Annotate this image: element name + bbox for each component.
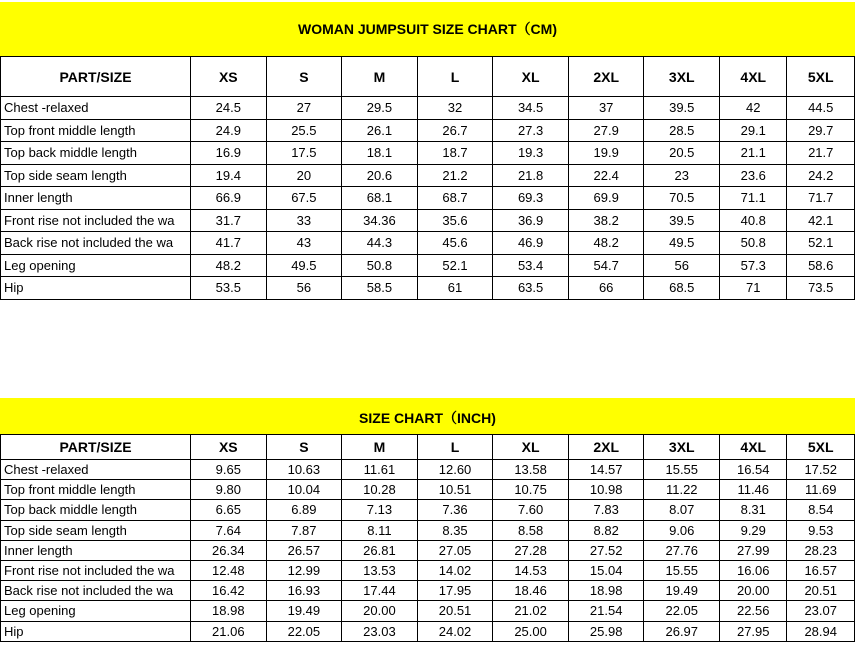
inch-size-table <box>0 434 855 642</box>
table-cell: 57.3 <box>720 254 787 277</box>
table-cell: 16.57 <box>787 560 855 580</box>
table-cell: 27.95 <box>720 621 787 641</box>
table-cell: 17.52 <box>787 460 855 480</box>
table-cell: 22.4 <box>568 164 644 187</box>
table-cell: 18.46 <box>493 581 569 601</box>
table-cell: 7.13 <box>342 500 418 520</box>
table-cell: 41.7 <box>191 232 267 255</box>
table-row <box>1 277 855 300</box>
table-cell: 31.7 <box>191 209 267 232</box>
table-cell: 16.9 <box>191 142 267 165</box>
table-cell: 43 <box>266 232 342 255</box>
table-cell: 11.61 <box>342 460 418 480</box>
table-cell: 53.5 <box>191 277 267 300</box>
table-cell: 20.6 <box>342 164 418 187</box>
table-cell: 8.82 <box>568 520 644 540</box>
table-cell: 14.53 <box>493 560 569 580</box>
table-cell: 54.7 <box>568 254 644 277</box>
table-cell: 7.64 <box>191 520 267 540</box>
table-cell: 27.05 <box>417 540 493 560</box>
table-cell: 53.4 <box>493 254 569 277</box>
table-row <box>1 460 855 480</box>
table-row <box>1 540 855 560</box>
table-cell: 27.52 <box>568 540 644 560</box>
table-row <box>1 254 855 277</box>
table-cell: 7.83 <box>568 500 644 520</box>
table-cell: 10.51 <box>417 480 493 500</box>
table-row <box>1 601 855 621</box>
table-cell: 22.56 <box>720 601 787 621</box>
column-header: M <box>342 435 418 460</box>
table-cell: 21.06 <box>191 621 267 641</box>
table-row <box>1 560 855 580</box>
table-cell: 7.60 <box>493 500 569 520</box>
table-cell: 12.48 <box>191 560 267 580</box>
table-cell: 8.07 <box>644 500 720 520</box>
table-cell: 34.5 <box>493 97 569 120</box>
table-cell: 46.9 <box>493 232 569 255</box>
table-cell: 39.5 <box>644 97 720 120</box>
row-label: Front rise not included the wa <box>1 209 191 232</box>
table-cell: 69.9 <box>568 187 644 210</box>
row-label: Top back middle length <box>1 142 191 165</box>
table-cell: 73.5 <box>787 277 855 300</box>
table-cell: 33 <box>266 209 342 232</box>
table-cell: 71.1 <box>720 187 787 210</box>
column-header: 2XL <box>568 57 644 97</box>
table-cell: 27.76 <box>644 540 720 560</box>
table-cell: 9.53 <box>787 520 855 540</box>
table-cell: 9.80 <box>191 480 267 500</box>
table-cell: 50.8 <box>342 254 418 277</box>
table-cell: 26.57 <box>266 540 342 560</box>
row-label: Hip <box>1 277 191 300</box>
table-cell: 12.99 <box>266 560 342 580</box>
table-cell: 24.5 <box>191 97 267 120</box>
table-cell: 10.75 <box>493 480 569 500</box>
column-header: XS <box>191 435 267 460</box>
table-cell: 18.98 <box>191 601 267 621</box>
table-cell: 20.00 <box>342 601 418 621</box>
table-cell: 56 <box>266 277 342 300</box>
row-label: Leg opening <box>1 254 191 277</box>
table-cell: 10.98 <box>568 480 644 500</box>
table-cell: 10.28 <box>342 480 418 500</box>
table-cell: 27.3 <box>493 119 569 142</box>
column-header: M <box>342 57 418 97</box>
table-cell: 19.4 <box>191 164 267 187</box>
column-header: XS <box>191 57 267 97</box>
table-cell: 17.95 <box>417 581 493 601</box>
table-cell: 20 <box>266 164 342 187</box>
row-label: Top side seam length <box>1 520 191 540</box>
column-header: 5XL <box>787 57 855 97</box>
table-cell: 27.9 <box>568 119 644 142</box>
table-cell: 68.5 <box>644 277 720 300</box>
row-label: Hip <box>1 621 191 641</box>
table-cell: 29.1 <box>720 119 787 142</box>
table-cell: 20.5 <box>644 142 720 165</box>
column-header: 4XL <box>720 435 787 460</box>
table-cell: 18.98 <box>568 581 644 601</box>
row-label: Back rise not included the wa <box>1 581 191 601</box>
table-cell: 52.1 <box>417 254 493 277</box>
row-label: Inner length <box>1 187 191 210</box>
table-cell: 27.28 <box>493 540 569 560</box>
table-cell: 25.5 <box>266 119 342 142</box>
table-row <box>1 480 855 500</box>
table-row <box>1 209 855 232</box>
table-cell: 40.8 <box>720 209 787 232</box>
table-cell: 19.49 <box>644 581 720 601</box>
table-cell: 10.63 <box>266 460 342 480</box>
table-cell: 44.5 <box>787 97 855 120</box>
inch-size-chart <box>0 398 855 642</box>
column-header: 3XL <box>644 435 720 460</box>
table-cell: 11.69 <box>787 480 855 500</box>
table-cell: 21.7 <box>787 142 855 165</box>
inch-header-row <box>1 435 855 460</box>
table-cell: 13.58 <box>493 460 569 480</box>
table-cell: 44.3 <box>342 232 418 255</box>
row-label: Top back middle length <box>1 500 191 520</box>
table-cell: 48.2 <box>191 254 267 277</box>
table-cell: 68.1 <box>342 187 418 210</box>
column-header: XL <box>493 435 569 460</box>
table-cell: 9.29 <box>720 520 787 540</box>
row-label: Front rise not included the wa <box>1 560 191 580</box>
table-cell: 23.07 <box>787 601 855 621</box>
table-cell: 23.6 <box>720 164 787 187</box>
table-cell: 26.7 <box>417 119 493 142</box>
table-cell: 26.1 <box>342 119 418 142</box>
table-cell: 58.6 <box>787 254 855 277</box>
table-row <box>1 232 855 255</box>
table-cell: 19.3 <box>493 142 569 165</box>
table-cell: 17.5 <box>266 142 342 165</box>
table-cell: 49.5 <box>266 254 342 277</box>
table-cell: 8.35 <box>417 520 493 540</box>
table-row <box>1 142 855 165</box>
table-cell: 29.7 <box>787 119 855 142</box>
table-cell: 24.02 <box>417 621 493 641</box>
table-cell: 7.36 <box>417 500 493 520</box>
table-cell: 42.1 <box>787 209 855 232</box>
table-cell: 22.05 <box>266 621 342 641</box>
table-cell: 8.58 <box>493 520 569 540</box>
cm-chart-title: WOMAN JUMPSUIT SIZE CHART（CM) <box>0 2 855 56</box>
row-label: Top front middle length <box>1 119 191 142</box>
column-header: 3XL <box>644 57 720 97</box>
table-cell: 27.99 <box>720 540 787 560</box>
row-label: Inner length <box>1 540 191 560</box>
table-cell: 6.65 <box>191 500 267 520</box>
column-header: L <box>417 57 493 97</box>
column-header: S <box>266 435 342 460</box>
table-cell: 21.2 <box>417 164 493 187</box>
table-cell: 21.1 <box>720 142 787 165</box>
table-cell: 25.00 <box>493 621 569 641</box>
table-cell: 26.81 <box>342 540 418 560</box>
inch-chart-title: SIZE CHART（INCH) <box>0 398 855 434</box>
table-cell: 20.00 <box>720 581 787 601</box>
table-row <box>1 520 855 540</box>
row-label: Chest -relaxed <box>1 460 191 480</box>
table-cell: 20.51 <box>417 601 493 621</box>
table-cell: 21.8 <box>493 164 569 187</box>
cm-size-table <box>0 56 855 300</box>
table-cell: 58.5 <box>342 277 418 300</box>
table-cell: 27 <box>266 97 342 120</box>
row-label: Top side seam length <box>1 164 191 187</box>
table-row <box>1 187 855 210</box>
table-cell: 7.87 <box>266 520 342 540</box>
table-cell: 23 <box>644 164 720 187</box>
table-cell: 52.1 <box>787 232 855 255</box>
table-cell: 34.36 <box>342 209 418 232</box>
table-row <box>1 621 855 641</box>
table-cell: 25.98 <box>568 621 644 641</box>
table-cell: 8.11 <box>342 520 418 540</box>
table-cell: 56 <box>644 254 720 277</box>
table-cell: 63.5 <box>493 277 569 300</box>
table-cell: 61 <box>417 277 493 300</box>
column-header: 2XL <box>568 435 644 460</box>
column-header: PART/SIZE <box>1 435 191 460</box>
table-cell: 45.6 <box>417 232 493 255</box>
cm-header-row <box>1 57 855 97</box>
table-cell: 22.05 <box>644 601 720 621</box>
table-cell: 66 <box>568 277 644 300</box>
table-cell: 71.7 <box>787 187 855 210</box>
table-cell: 39.5 <box>644 209 720 232</box>
table-cell: 24.9 <box>191 119 267 142</box>
column-header: 4XL <box>720 57 787 97</box>
table-row <box>1 97 855 120</box>
table-cell: 16.06 <box>720 560 787 580</box>
table-cell: 15.04 <box>568 560 644 580</box>
table-cell: 9.65 <box>191 460 267 480</box>
table-cell: 35.6 <box>417 209 493 232</box>
table-cell: 20.51 <box>787 581 855 601</box>
table-cell: 19.9 <box>568 142 644 165</box>
table-cell: 69.3 <box>493 187 569 210</box>
table-cell: 21.02 <box>493 601 569 621</box>
table-cell: 8.31 <box>720 500 787 520</box>
table-cell: 12.60 <box>417 460 493 480</box>
table-cell: 6.89 <box>266 500 342 520</box>
table-cell: 32 <box>417 97 493 120</box>
table-cell: 37 <box>568 97 644 120</box>
table-cell: 26.97 <box>644 621 720 641</box>
table-row <box>1 119 855 142</box>
row-label: Top front middle length <box>1 480 191 500</box>
table-cell: 18.7 <box>417 142 493 165</box>
cm-size-chart <box>0 2 855 300</box>
table-cell: 66.9 <box>191 187 267 210</box>
table-cell: 24.2 <box>787 164 855 187</box>
table-cell: 9.06 <box>644 520 720 540</box>
table-cell: 19.49 <box>266 601 342 621</box>
column-header: XL <box>493 57 569 97</box>
row-label: Leg opening <box>1 601 191 621</box>
table-cell: 28.5 <box>644 119 720 142</box>
table-cell: 16.42 <box>191 581 267 601</box>
table-cell: 16.54 <box>720 460 787 480</box>
table-cell: 36.9 <box>493 209 569 232</box>
table-cell: 28.94 <box>787 621 855 641</box>
table-cell: 50.8 <box>720 232 787 255</box>
column-header: S <box>266 57 342 97</box>
table-cell: 68.7 <box>417 187 493 210</box>
table-cell: 14.02 <box>417 560 493 580</box>
table-cell: 14.57 <box>568 460 644 480</box>
table-cell: 11.46 <box>720 480 787 500</box>
table-row <box>1 581 855 601</box>
table-row <box>1 500 855 520</box>
table-cell: 23.03 <box>342 621 418 641</box>
table-cell: 42 <box>720 97 787 120</box>
row-label: Back rise not included the wa <box>1 232 191 255</box>
table-cell: 70.5 <box>644 187 720 210</box>
table-cell: 10.04 <box>266 480 342 500</box>
column-header: L <box>417 435 493 460</box>
table-cell: 49.5 <box>644 232 720 255</box>
table-cell: 16.93 <box>266 581 342 601</box>
table-cell: 8.54 <box>787 500 855 520</box>
table-cell: 48.2 <box>568 232 644 255</box>
table-cell: 67.5 <box>266 187 342 210</box>
table-cell: 15.55 <box>644 560 720 580</box>
table-row <box>1 164 855 187</box>
table-cell: 28.23 <box>787 540 855 560</box>
table-cell: 21.54 <box>568 601 644 621</box>
table-cell: 17.44 <box>342 581 418 601</box>
table-cell: 71 <box>720 277 787 300</box>
table-cell: 18.1 <box>342 142 418 165</box>
row-label: Chest -relaxed <box>1 97 191 120</box>
column-header: 5XL <box>787 435 855 460</box>
table-cell: 29.5 <box>342 97 418 120</box>
table-cell: 26.34 <box>191 540 267 560</box>
table-cell: 13.53 <box>342 560 418 580</box>
column-header: PART/SIZE <box>1 57 191 97</box>
table-cell: 38.2 <box>568 209 644 232</box>
table-cell: 11.22 <box>644 480 720 500</box>
table-cell: 15.55 <box>644 460 720 480</box>
